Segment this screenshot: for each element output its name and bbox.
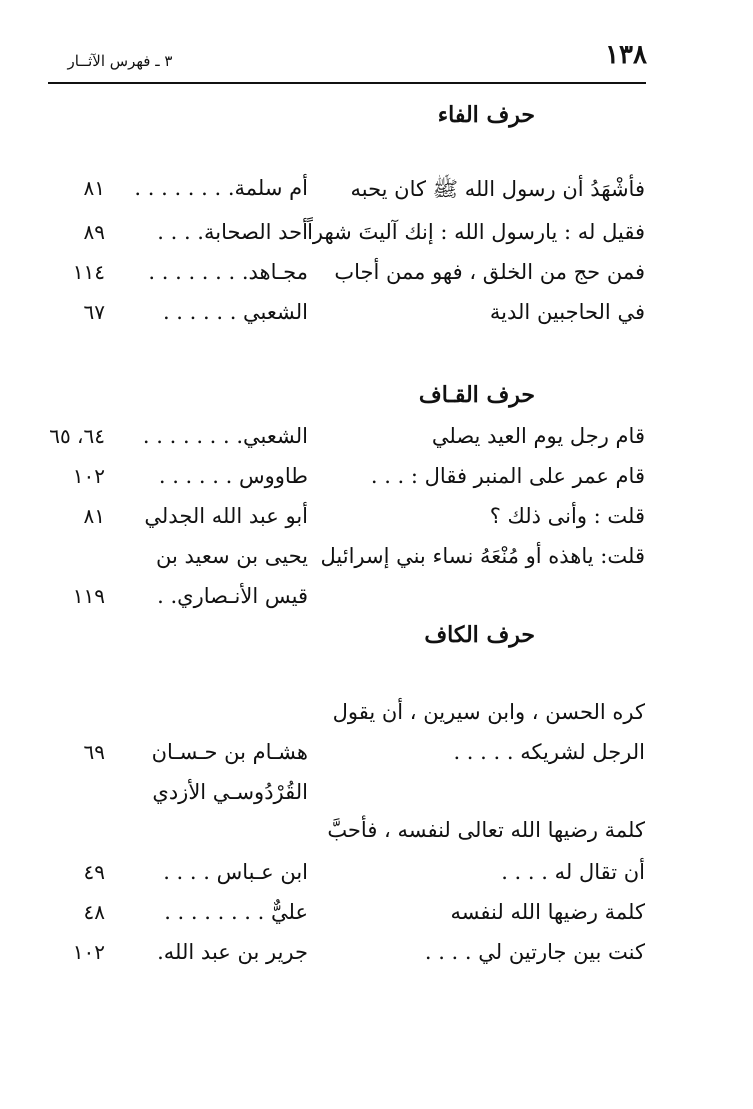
index-row: [0, 424, 753, 462]
entry-text: أن تقال له . . . .: [501, 860, 645, 884]
entry-page: ٦٤، ٦٥: [49, 424, 105, 448]
entry-page: ٦٧: [83, 300, 105, 324]
entry-source: الشعبي. . . . . . . .: [142, 424, 308, 448]
entry-page: ١١٩: [72, 584, 105, 608]
entry-source: عليٌّ . . . . . . . .: [164, 900, 308, 924]
page-number: ١٣٨: [605, 40, 647, 70]
entry-text: فأشْهَدُ أن رسول الله ﷺ كان يحبه: [350, 177, 645, 201]
entry-source: الشعبي . . . . . .: [162, 300, 308, 324]
entry-source: ابن عـباس . . . .: [163, 860, 308, 884]
entry-text: فقيل له : يارسول الله : إنك آليتَ شهراً: [307, 220, 645, 244]
index-row: [0, 940, 753, 978]
entry-source: جرير بن عبد الله.: [157, 940, 308, 964]
index-row: [0, 584, 753, 622]
entry-text: الرجل لشريكه . . . . .: [453, 740, 645, 764]
index-row: [0, 220, 753, 258]
index-row: [0, 700, 753, 738]
index-row: [0, 464, 753, 502]
entry-text: في الحاجبين الدية: [489, 300, 645, 324]
entry-text: فمن حج من الخلق ، فهو ممن أجاب: [334, 260, 645, 284]
entry-text: قام رجل يوم العيد يصلي: [431, 424, 645, 448]
entry-page: ٨١: [83, 176, 105, 200]
entry-source: طاووس . . . . . .: [158, 464, 308, 488]
entry-text: كلمة رضيها الله تعالى لنفسه ، فأحبَّ: [327, 818, 645, 842]
entry-page: ٦٩: [83, 740, 105, 764]
index-row: [0, 300, 753, 338]
index-row: [0, 176, 753, 214]
entry-text: كلمة رضيها الله لنفسه: [450, 900, 645, 924]
running-head: ٣ ـ فهرس الآثــار: [67, 52, 173, 70]
index-row: [0, 740, 753, 778]
index-row: [0, 260, 753, 298]
entry-page: ٤٩: [83, 860, 105, 884]
index-row: [0, 818, 753, 856]
entry-text: كره الحسن ، وابن سيرين ، أن يقول: [332, 700, 645, 724]
index-row: [0, 504, 753, 542]
index-row: [0, 780, 753, 818]
entry-page: ١١٤: [72, 260, 105, 284]
entry-text: قلت : وأنى ذلك ؟: [489, 504, 645, 528]
entry-page: ٨١: [83, 504, 105, 528]
index-row: [0, 900, 753, 938]
entry-page: ١٠٢: [72, 940, 105, 964]
entry-source: أحد الصحابة. . . .: [157, 220, 308, 244]
header-rule: [48, 82, 646, 84]
entry-source: قيس الأنـصاري. .: [157, 584, 308, 608]
section-heading: حرف الكاف: [424, 622, 535, 648]
section-heading: حرف القـاف: [418, 382, 535, 408]
index-row: [0, 544, 753, 582]
entry-source: أبو عبد الله الجدلي: [144, 504, 308, 528]
entry-source: مجـاهد. . . . . . . .: [148, 260, 308, 284]
entry-source: القُرْدُوسـي الأزدي: [152, 780, 308, 804]
entry-source: هشـام بن حـسـان: [151, 740, 308, 764]
entry-source: أم سلمة. . . . . . . .: [134, 176, 308, 200]
entry-text: قام عمر على المنبر فقال : . . .: [370, 464, 645, 488]
entry-page: ٨٩: [83, 220, 105, 244]
entry-page: ١٠٢: [72, 464, 105, 488]
entry-source: يحيى بن سعيد بن: [155, 544, 308, 568]
index-row: [0, 860, 753, 898]
entry-text: كنت بين جارتين لي . . . .: [424, 940, 645, 964]
section-heading: حرف الفاء: [437, 102, 535, 128]
entry-text: قلت: ياهذه أو مُنْعَهُ نساء بني إسرائيل: [320, 544, 645, 568]
entry-page: ٤٨: [83, 900, 105, 924]
